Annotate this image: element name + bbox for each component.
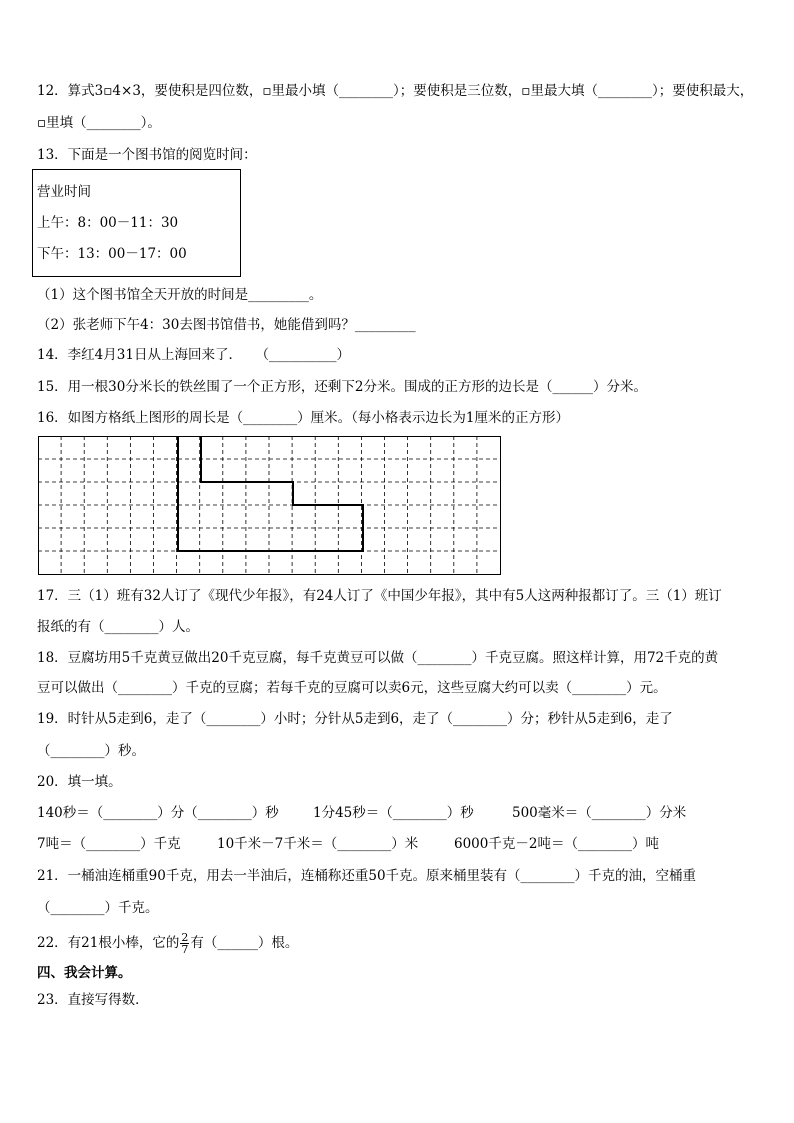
fraction-numerator: 2 [181, 931, 189, 944]
q16: 16．如图方格纸上图形的周长是（________）厘米。（每小格表示边长为1厘米的正方形） [37, 410, 570, 426]
q22-post: 有（______）根。 [190, 935, 299, 951]
q20-a1: 140秒＝（________）分（________）秒 [37, 805, 279, 821]
q20-b1: 7吨＝（________）千克 [37, 836, 181, 852]
figure-outline [178, 436, 363, 551]
q13-sub1: （1）这个图书馆全天开放的时间是_________。 [37, 287, 323, 303]
fraction [180, 932, 189, 955]
q12-line2: ▫里填（________）。 [37, 115, 161, 131]
hours-afternoon: 下午：13：00－17：00 [37, 246, 187, 262]
q20-b2: 10千米－7千米＝（________）米 [217, 836, 419, 852]
q18-line1: 18．豆腐坊用5千克黄豆做出20千克豆腐，每千克黄豆可以做（________）千克豆腐。照这样计算，用72千克的黄 [37, 650, 719, 666]
hours-box [32, 169, 241, 277]
q17-line2: 报纸的有（________）人。 [37, 619, 199, 635]
grid-figure [38, 436, 504, 576]
hours-morning: 上午：8：00－11：30 [37, 215, 179, 231]
q20-a2: 1分45秒＝（________）秒 [313, 805, 474, 821]
q22 [37, 932, 298, 955]
q15: 15．用一根30分米长的铁丝围了一个正方形，还剩下2分米。围成的正方形的边长是（______）分米。 [37, 379, 647, 395]
q20-title: 20．填一填。 [37, 774, 122, 790]
q20-b3: 6000千克－2吨＝（________）吨 [454, 836, 659, 852]
q20-a3: 500毫米＝（________）分米 [512, 805, 687, 821]
q19-line1: 19．时针从5走到6，走了（________）小时；分针从5走到6，走了（________）分；秒针从5走到6，走了 [37, 711, 673, 727]
q13-title: 13．下面是一个图书馆的阅览时间： [37, 147, 257, 163]
q19-line2: （________）秒。 [37, 743, 145, 759]
fraction-denominator: 7 [181, 943, 189, 956]
grid-border [39, 437, 501, 575]
q17-line1: 17．三（1）班有32人订了《现代少年报》，有24人订了《中国少年报》，其中有5人这两种报都订了。三（1）班订 [37, 588, 722, 604]
q13-sub2: （2）张老师下午4：30去图书馆借书，她能借到吗？_________ [37, 317, 416, 333]
section-heading: 四、我会计算。 [37, 965, 132, 981]
q21-line1: 21．一桶油连桶重90千克，用去一半油后，连桶称还重50千克。原来桶里装有（________）千克的油，空桶重 [37, 868, 697, 884]
hours-heading: 营业时间 [37, 184, 91, 200]
q23: 23．直接写得数． [37, 992, 149, 1008]
q22-pre: 22．有21根小棒，它的 [37, 935, 180, 951]
q18-line2: 豆可以做出（________）千克的豆腐；若每千克的豆腐可以卖6元，这些豆腐大约可以卖（________）元。 [37, 680, 667, 696]
q12-line1: 12．算式3▫4×3，要使积是四位数，▫里最小填（________）；要使积是三位数，▫里最大填（________）；要使积最大， [37, 83, 754, 99]
q21-line2: （________）千克。 [37, 900, 159, 916]
q14: 14．李红4月31日从上海回来了． （__________） [37, 347, 350, 363]
